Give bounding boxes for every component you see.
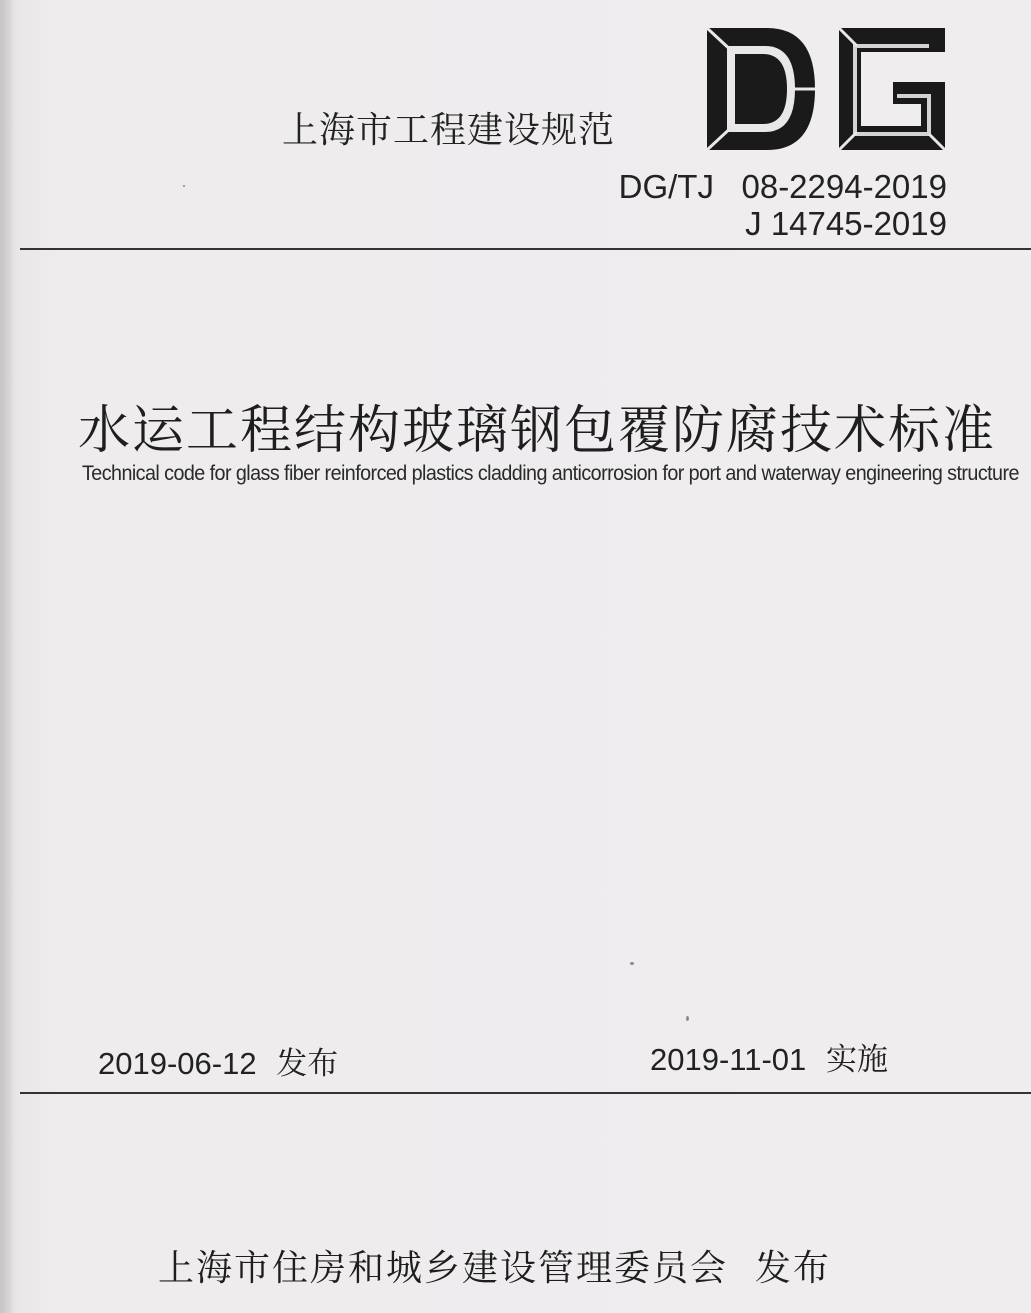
- effective-date-line: [650, 1034, 888, 1079]
- effective-label: 实施: [826, 1042, 888, 1078]
- paper-speck: [630, 962, 634, 965]
- code-number: 08-2294-2019: [741, 168, 947, 205]
- standard-code: [619, 168, 947, 206]
- publisher-name: 上海市住房和城乡建设管理委员会: [158, 1248, 729, 1289]
- issue-label: 发布: [276, 1046, 339, 1082]
- top-divider: [20, 248, 1031, 250]
- record-number: 14745-2019: [770, 205, 947, 242]
- publisher-action: 发布: [754, 1248, 831, 1289]
- effective-date: 2019-11-01: [650, 1042, 807, 1077]
- bottom-divider: [20, 1092, 1031, 1094]
- paper-speck: [686, 1016, 689, 1021]
- code-prefix: DG/TJ: [618, 168, 714, 205]
- dg-logo: [703, 22, 949, 156]
- paper-speck: [183, 185, 185, 187]
- title-chinese: 水运工程结构玻璃钢包覆防腐技术标准: [78, 401, 997, 461]
- issue-date-line: [98, 1038, 338, 1083]
- publisher-line: [158, 1240, 831, 1291]
- series-title: 上海市工程建设规范: [282, 110, 616, 151]
- title-english: Technical code for glass fiber reinforced plastics cladding anticorrosion for port and waterway engineering structure: [82, 462, 1019, 485]
- record-prefix: J: [745, 205, 762, 242]
- record-code: [745, 205, 947, 243]
- issue-date: 2019-06-12: [98, 1046, 257, 1081]
- spine-shadow: [0, 0, 14, 1313]
